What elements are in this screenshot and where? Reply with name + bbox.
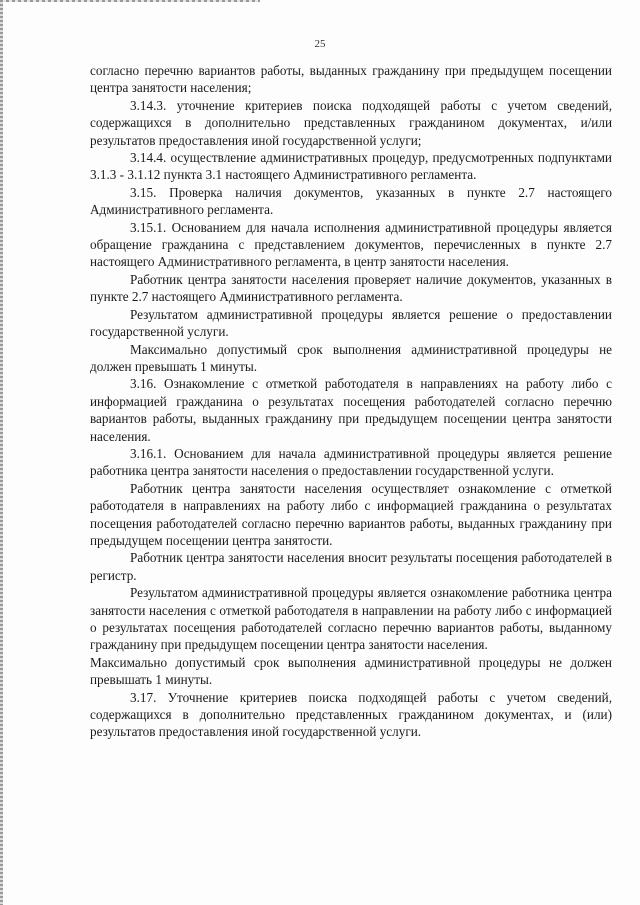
paragraph: согласно перечню вариантов работы, выданных гражданину при предыдущем посещении центра занятости населения; [90, 63, 612, 96]
paragraph: 3.14.3. уточнение критериев поиска подходящей работы с учетом сведений, содержащихся в дополнительно представленных гражданином документах, и/или результатов предоставления иной государственной услуги; [90, 97, 612, 148]
scan-edge-top [0, 0, 260, 2]
document-body [90, 62, 612, 741]
paragraph: Результатом административной процедуры является ознакомление работника центра занятости населения с отметкой работодателя в направлении на работу либо с информацией о результатах посещения работодателей согласно перечню вариантов работы, выданному гражданину при предыдущем посещении центра занятости населения. [90, 585, 612, 653]
paragraph: Работник центра занятости населения вносит результаты посещения работодателей в регистр. [90, 550, 612, 583]
paragraph: 3.15. Проверка наличия документов, указанных в пункте 2.7 настоящего Административного регламента. [90, 184, 612, 218]
paragraph: 3.14.4. осуществление административных процедур, предусмотренных подпунктами 3.1.3 - 3.1.12 пункта 3.1 настоящего Административного регламента. [90, 150, 612, 183]
paragraph: Работник центра занятости населения проверяет наличие документов, указанных в пункте 2.7 настоящего Административного регламента. [90, 271, 612, 305]
page-number: 25 [314, 38, 326, 50]
paragraph: 3.15.1. Основанием для начала исполнения административной процедуры является обращение гражданина с представлением документов, перечисленных в пункте 2.7 настоящего Административного регламента, в центр занятости населения. [90, 219, 612, 270]
paragraph: Результатом административной процедуры является решение о предоставлении государственной услуги. [90, 306, 612, 340]
paragraph: 3.16.1. Основанием для начала административной процедуры является решение работника центра занятости населения о предоставлении государственной услуги. [90, 445, 612, 479]
paragraph: Работник центра занятости населения осуществляет ознакомление с отметкой работодателя в направлениях на работу либо с информацией гражданина о результатах посещения работодателей согласно перечню вариантов работы, выданных гражданину при предыдущем посещении центра занятости. [90, 480, 612, 548]
scan-edge-left [0, 0, 3, 905]
paragraph: Максимально допустимый срок выполнения административной процедуры не должен превышать 1 минуты. [90, 654, 612, 688]
paragraph: Максимально допустимый срок выполнения административной процедуры не должен превышать 1 минуты. [90, 341, 612, 374]
paragraph: 3.16. Ознакомление с отметкой работодателя в направлениях на работу либо с информацией гражданина о результатах посещения работодателей согласно перечню вариантов работы, выданных гражданину при предыдущем посещении центра занятости населения. [90, 376, 612, 444]
paragraph: 3.17. Уточнение критериев поиска подходящей работы с учетом сведений, содержащихся в дополнительно представленных гражданином документах, и (или) результатов предоставления иной государственной услуги. [90, 689, 612, 740]
